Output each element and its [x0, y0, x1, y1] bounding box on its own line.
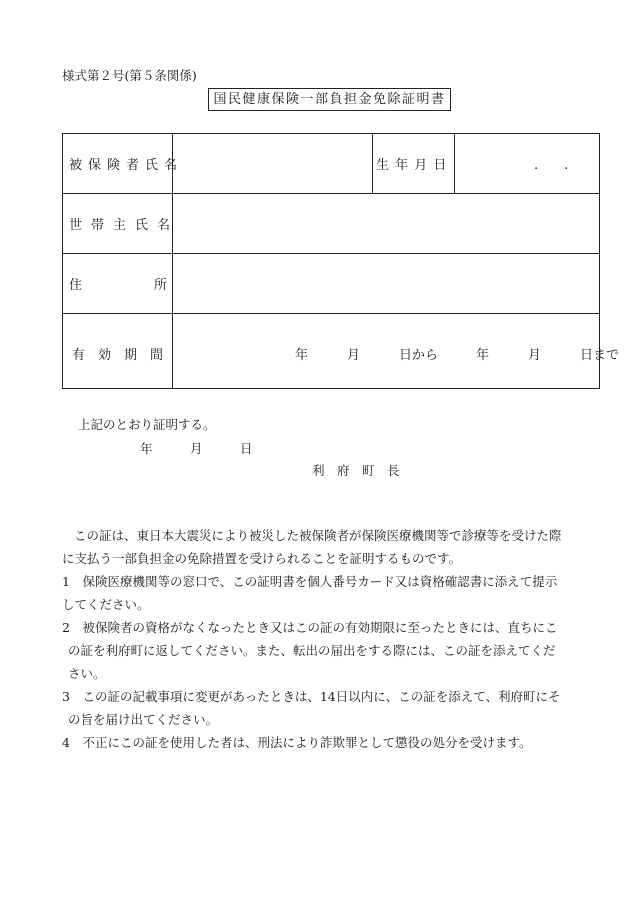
document-title: 国民健康保険一部負担金免除証明書	[208, 88, 451, 111]
form-number-label: 様式第２号(第５条関係)	[62, 68, 197, 83]
notes-intro-line-2: に支払う一部負担金の免除措置を受けられることを証明するものです。	[62, 551, 462, 566]
address-label-part-1: 住	[69, 278, 83, 293]
address-label	[69, 274, 168, 293]
validity-from: 年 月 日から	[295, 348, 439, 363]
birthdate-label: 生 年 月 日	[376, 158, 448, 173]
note-item-4: 4 不正にこの証を使用した者は、刑法により詐欺罪として懲役の処分を受けます。	[62, 735, 532, 750]
note-item-1-line-1: 1 保険医療機関等の窓口で、この証明書を個人番号カード又は資格確認書に添えて提示	[62, 574, 558, 589]
note-item-3-line-2: の旨を届け出てください。	[68, 712, 219, 727]
issue-date-line: 年 月 日	[140, 441, 253, 456]
certify-statement: 上記のとおり証明する。	[78, 417, 216, 432]
certificate-table	[62, 133, 620, 389]
notes-intro-line-1: この証は、東日本大震災により被災した被保険者が保険医療機関等で診療等を受けた際	[74, 528, 562, 543]
address-label-part-2: 所	[154, 278, 168, 293]
insured-name-label: 被保険者氏名	[69, 158, 184, 173]
householder-name-label: 世帯主氏名	[69, 218, 180, 233]
validity-period-label: 有 効 期 間	[72, 348, 164, 363]
note-item-2-line-1: 2 被保険者の資格がなくなったとき又はこの証の有効期限に至ったときには、直ちにこ	[62, 620, 558, 635]
note-item-2-line-2: の証を利府町に返してください。また、転出の届出をする際には、この証を添えてくだ	[68, 643, 556, 658]
validity-to: 年 月 日まで	[476, 348, 620, 363]
note-item-3-line-1: 3 この証の記載事項に変更があったときは、14日以内に、この証を添えて、利府町にそ	[62, 689, 561, 704]
birthdate-separators: . .	[534, 158, 569, 173]
note-item-2-line-3: さい。	[68, 666, 106, 681]
note-item-1-line-2: してください。	[62, 597, 150, 612]
issuer-name: 利 府 町 長	[312, 463, 400, 478]
